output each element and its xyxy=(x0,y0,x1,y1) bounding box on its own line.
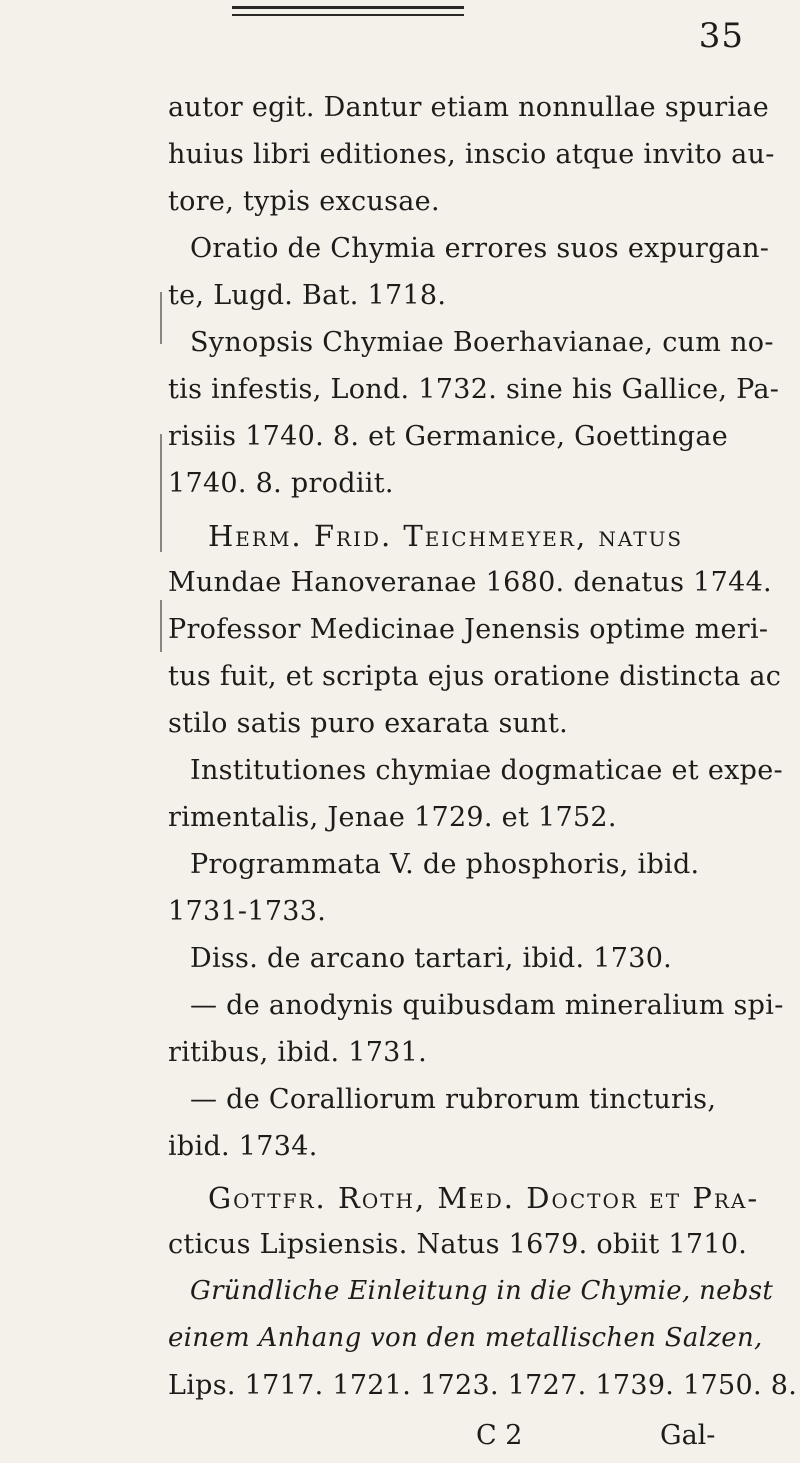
text-line: risiis 1740. 8. et Germanice, Goettingae xyxy=(168,421,729,452)
text-line: rimentalis, Jenae 1729. et 1752. xyxy=(168,802,617,833)
text-line: ritibus, ibid. 1731. xyxy=(168,1037,428,1068)
text-line: Professor Medicinae Jenensis optime meri- xyxy=(168,614,769,645)
page-number: 35 xyxy=(698,16,744,56)
text-line: Mundae Hanoveranae 1680. denatus 1744. xyxy=(168,567,772,598)
margin-bar xyxy=(160,600,162,652)
text-line: Institutiones chymiae dogmaticae et expe- xyxy=(190,755,783,786)
text-line: einem Anhang von den metallischen Salzen, xyxy=(168,1323,763,1353)
text-line: Oratio de Chymia errores suos expurgan- xyxy=(190,233,770,264)
author-heading: Gottfr. Roth, Med. Doctor et Pra- xyxy=(208,1181,760,1215)
text-line: cticus Lipsiensis. Natus 1679. obiit 1710. xyxy=(168,1229,748,1260)
signature-mark: C 2 xyxy=(476,1420,523,1451)
text-line: tore, typis excusae. xyxy=(168,186,440,217)
text-line: te, Lugd. Bat. 1718. xyxy=(168,280,447,311)
header-rule-secondary xyxy=(232,14,464,16)
text-line: Programmata V. de phosphoris, ibid. xyxy=(190,849,700,880)
text-line: — de Coralliorum rubrorum tincturis, xyxy=(190,1084,717,1115)
text-line: 1731-1733. xyxy=(168,896,327,927)
text-line: Gründliche Einleitung in die Chymie, nebst xyxy=(190,1276,774,1306)
text-line: 1740. 8. prodiit. xyxy=(168,468,394,499)
text-line: autor egit. Dantur etiam nonnullae spuriae xyxy=(168,92,770,123)
text-line: Lips. 1717. 1721. 1723. 1727. 1739. 1750. 8. xyxy=(168,1370,798,1401)
text-line: Diss. de arcano tartari, ibid. 1730. xyxy=(190,943,673,974)
header-rule xyxy=(232,6,464,9)
text-line: tus fuit, et scripta ejus oratione distincta ac xyxy=(168,661,782,692)
author-heading: Herm. Frid. Teichmeyer, natus xyxy=(208,519,684,553)
text-line: ibid. 1734. xyxy=(168,1131,318,1162)
text-line: Synopsis Chymiae Boerhavianae, cum no- xyxy=(190,327,774,358)
text-line: — de anodynis quibusdam mineralium spi- xyxy=(190,990,784,1021)
text-line: huius libri editiones, inscio atque invito au- xyxy=(168,139,775,170)
text-line: stilo satis puro exarata sunt. xyxy=(168,708,569,739)
margin-bar xyxy=(160,434,162,552)
catchword: Gal- xyxy=(660,1420,716,1451)
margin-bar xyxy=(160,292,162,344)
text-line: tis infestis, Lond. 1732. sine his Gallice, Pa- xyxy=(168,374,780,405)
